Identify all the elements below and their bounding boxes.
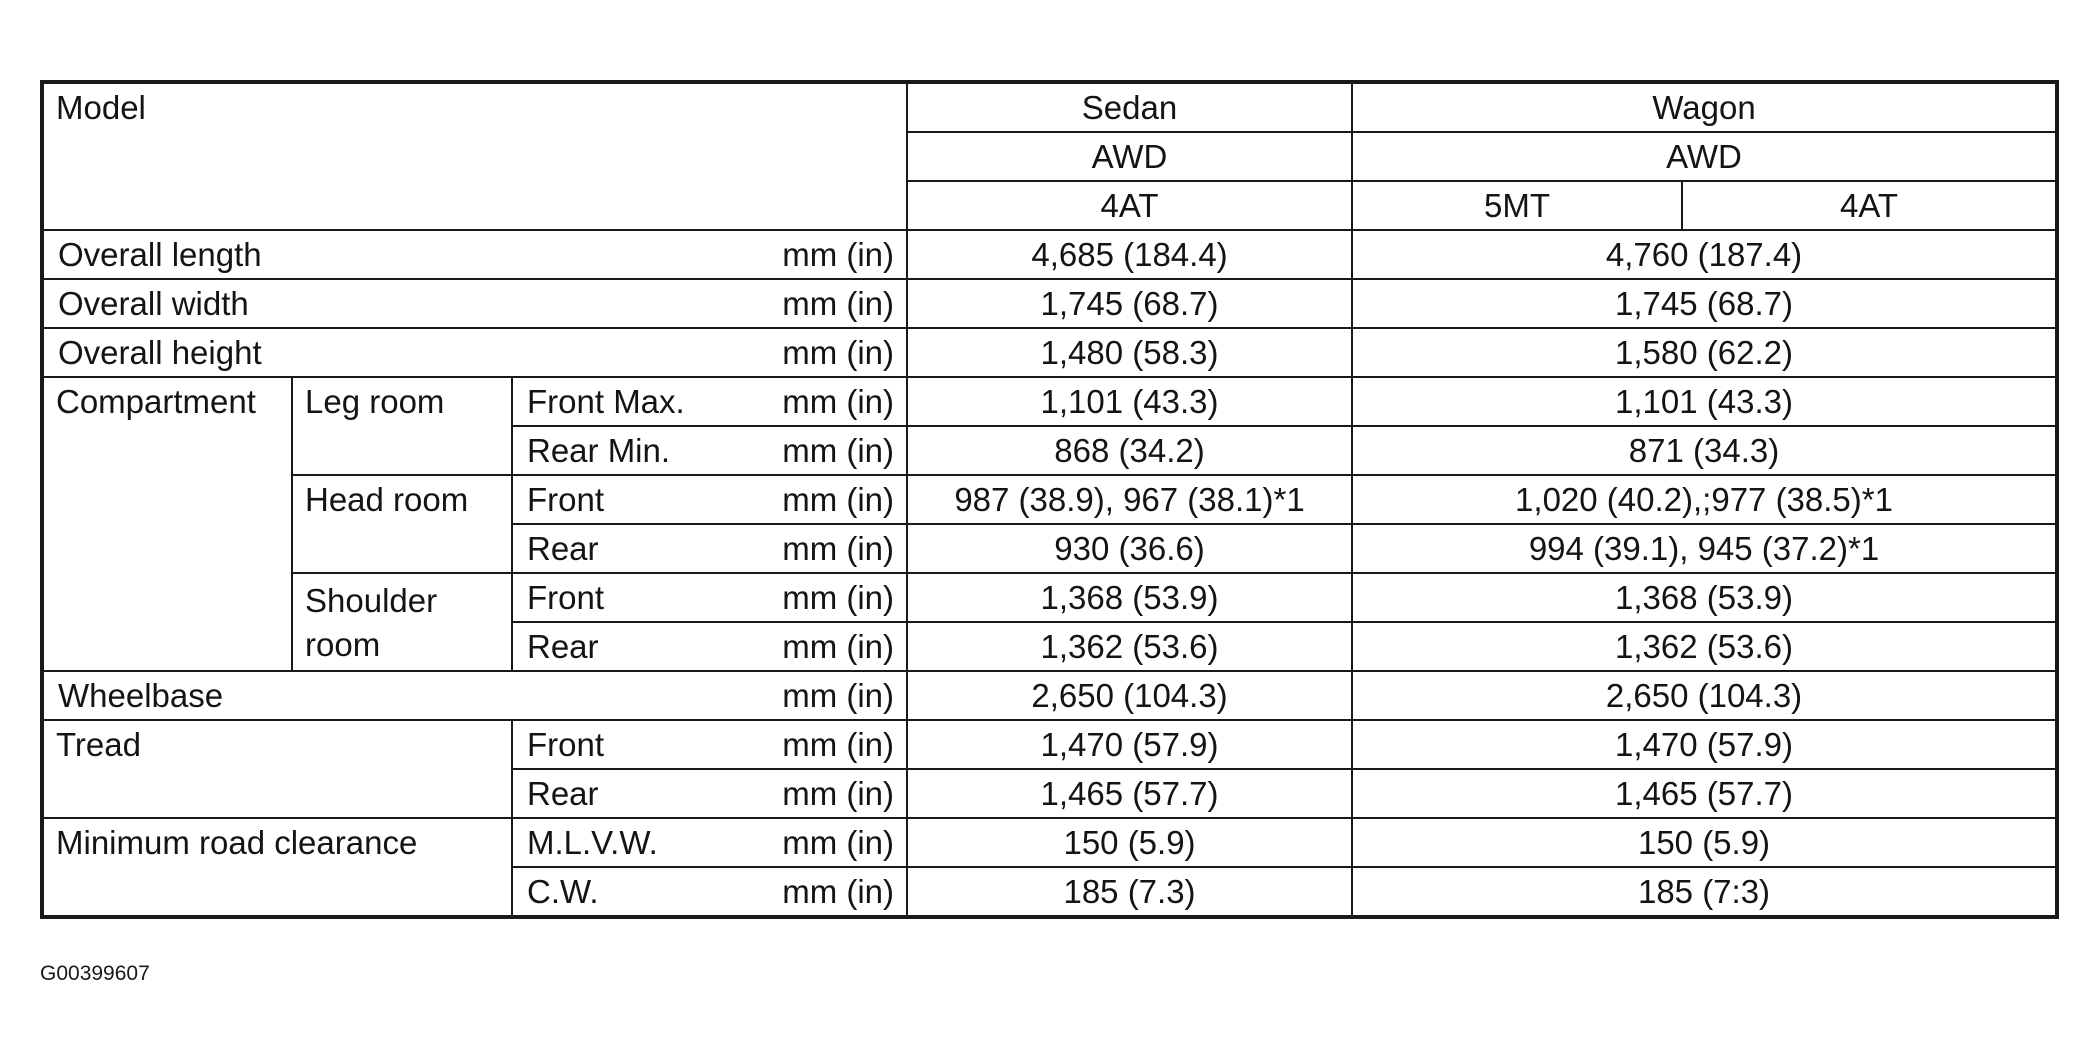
sedan-shoulder-front: 1,368 (53.9) (907, 573, 1352, 622)
row-label-tread-rear: Rear (512, 769, 732, 818)
wagon-tread-rear: 1,465 (57.7) (1352, 769, 2057, 818)
wagon-overall-width: 1,745 (68.7) (1352, 279, 2057, 328)
row-label-shoulder-rear: Rear (512, 622, 732, 671)
model-label: Model (42, 82, 907, 230)
sedan-wheelbase: 2,650 (104.3) (907, 671, 1352, 720)
wagon-overall-height: 1,580 (62.2) (1352, 328, 2057, 377)
unit-label: mm (in) (732, 475, 907, 524)
table-row (42, 720, 2057, 769)
header-sedan-trans: 4AT (907, 181, 1352, 230)
header-row-body-type (42, 82, 2057, 132)
row-label-cw: C.W. (512, 867, 732, 917)
unit-label: mm (in) (732, 769, 907, 818)
unit-label: mm (in) (732, 377, 907, 426)
wagon-shoulder-front: 1,368 (53.9) (1352, 573, 2057, 622)
unit-label: mm (in) (732, 622, 907, 671)
row-label-compartment: Compartment (42, 377, 292, 671)
sedan-shoulder-rear: 1,362 (53.6) (907, 622, 1352, 671)
table-row (42, 279, 2057, 328)
sedan-leg-front: 1,101 (43.3) (907, 377, 1352, 426)
wagon-leg-front: 1,101 (43.3) (1352, 377, 2057, 426)
row-label-leg-rear: Rear Min. (512, 426, 732, 475)
unit-label: mm (in) (732, 720, 907, 769)
sedan-head-rear: 930 (36.6) (907, 524, 1352, 573)
header-wagon-drive: AWD (1352, 132, 2057, 181)
header-wagon: Wagon (1352, 82, 2057, 132)
wagon-clearance-mlvw: 150 (5.9) (1352, 818, 2057, 867)
row-label-tread-front: Front (512, 720, 732, 769)
unit-label: mm (in) (732, 671, 907, 720)
header-sedan-drive: AWD (907, 132, 1352, 181)
wagon-tread-front: 1,470 (57.9) (1352, 720, 2057, 769)
sedan-clearance-cw: 185 (7.3) (907, 867, 1352, 917)
unit-label: mm (in) (732, 230, 907, 279)
wagon-leg-rear: 871 (34.3) (1352, 426, 2057, 475)
header-wagon-trans-5mt: 5MT (1352, 181, 1682, 230)
unit-label: mm (in) (732, 573, 907, 622)
wagon-head-rear: 994 (39.1), 945 (37.2)*1 (1352, 524, 2057, 573)
row-label-overall-width: Overall width (42, 279, 732, 328)
header-wagon-trans-4at: 4AT (1682, 181, 2057, 230)
row-label-tread: Tread (42, 720, 512, 818)
row-label-overall-height: Overall height (42, 328, 732, 377)
table-row (42, 818, 2057, 867)
wagon-shoulder-rear: 1,362 (53.6) (1352, 622, 2057, 671)
row-label-leg-room: Leg room (292, 377, 512, 475)
sedan-overall-length: 4,685 (184.4) (907, 230, 1352, 279)
row-label-mlvw: M.L.V.W. (512, 818, 732, 867)
table-row (42, 230, 2057, 279)
sedan-overall-width: 1,745 (68.7) (907, 279, 1352, 328)
row-label-head-front: Front (512, 475, 732, 524)
table-row (42, 573, 2057, 622)
unit-label: mm (in) (732, 818, 907, 867)
table-row (42, 475, 2057, 524)
row-label-leg-front: Front Max. (512, 377, 732, 426)
row-label-head-room: Head room (292, 475, 512, 573)
wagon-wheelbase: 2,650 (104.3) (1352, 671, 2057, 720)
table-row (42, 377, 2057, 426)
sedan-tread-rear: 1,465 (57.7) (907, 769, 1352, 818)
sedan-leg-rear: 868 (34.2) (907, 426, 1352, 475)
header-sedan: Sedan (907, 82, 1352, 132)
sedan-head-front: 987 (38.9), 967 (38.1)*1 (907, 475, 1352, 524)
figure-code: G00399607 (40, 962, 150, 985)
wagon-overall-length: 4,760 (187.4) (1352, 230, 2057, 279)
unit-label: mm (in) (732, 328, 907, 377)
specifications-table (40, 80, 2059, 919)
row-label-overall-length: Overall length (42, 230, 732, 279)
sedan-clearance-mlvw: 150 (5.9) (907, 818, 1352, 867)
unit-label: mm (in) (732, 524, 907, 573)
wagon-clearance-cw: 185 (7:3) (1352, 867, 2057, 917)
row-label-shoulder-room: Shoulder room (292, 573, 512, 671)
sedan-tread-front: 1,470 (57.9) (907, 720, 1352, 769)
sedan-overall-height: 1,480 (58.3) (907, 328, 1352, 377)
unit-label: mm (in) (732, 867, 907, 917)
unit-label: mm (in) (732, 426, 907, 475)
row-label-head-rear: Rear (512, 524, 732, 573)
row-label-wheelbase: Wheelbase (42, 671, 732, 720)
row-label-shoulder-front: Front (512, 573, 732, 622)
row-label-min-road-clearance: Minimum road clearance (42, 818, 512, 917)
table-row (42, 328, 2057, 377)
table-row (42, 671, 2057, 720)
unit-label: mm (in) (732, 279, 907, 328)
wagon-head-front: 1,020 (40.2),;977 (38.5)*1 (1352, 475, 2057, 524)
